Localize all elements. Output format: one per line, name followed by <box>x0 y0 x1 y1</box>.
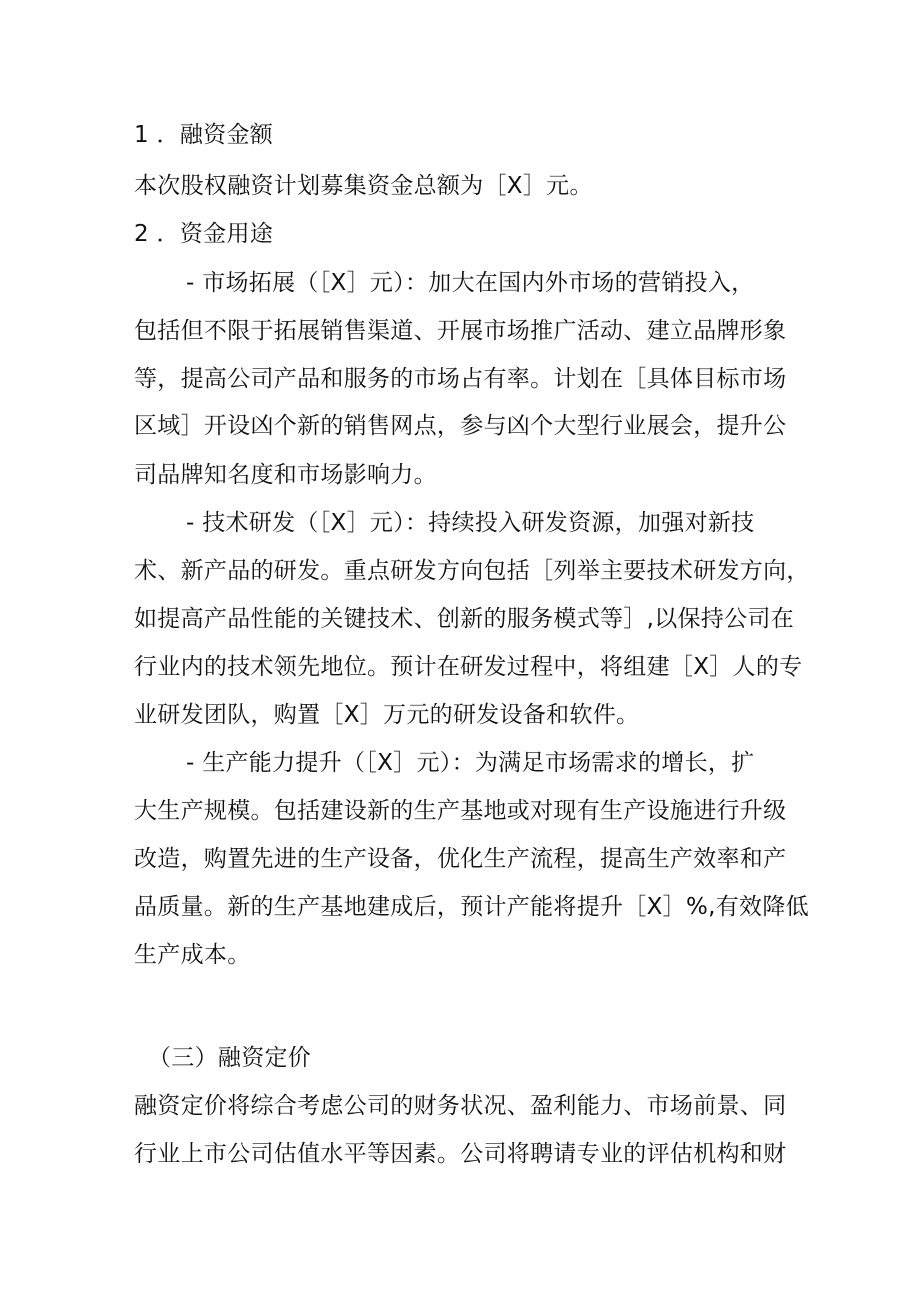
financing-amount-text: 本次股权融资计划募集资金总额为［X］元。 <box>134 173 593 199</box>
pricing-line-1: 融资定价将综合考虑公司的财务状况、盈利能力、市场前景、同 <box>134 1093 787 1119</box>
fund-use-capacity-line-4: 品质量。新的生产基地建成后，预计产能将提升［X］%,有效降低 <box>134 894 809 920</box>
fund-use-rd-line-1: - 技术研发（［X］元）：持续投入研发资源，加强对新技 <box>186 510 755 536</box>
fund-use-market-line-1: - 市场拓展（［X］元）：加大在国内外市场的营销投入， <box>186 270 755 296</box>
fund-use-market-line-2: 包括但不限于拓展销售渠道、开展市场推广活动、建立品牌形象 <box>134 318 787 344</box>
section-heading-pricing: （三）融资定价 <box>148 1045 312 1071</box>
section-heading-fund-use: 2 ．资金用途 <box>134 221 274 247</box>
fund-use-rd-line-5: 业研发团队，购置［X］万元的研发设备和软件。 <box>134 702 640 728</box>
fund-use-capacity-line-2: 大生产规模。包括建设新的生产基地或对现有生产设施进行升级 <box>134 798 787 824</box>
pricing-line-2: 行业上市公司估值水平等因素。公司将聘请专业的评估机构和财 <box>134 1141 787 1167</box>
fund-use-rd-line-2: 术、新产品的研发。重点研发方向包括［列举主要技术研发方向， <box>134 558 810 584</box>
fund-use-market-line-3: 等，提高公司产品和服务的市场占有率。计划在［具体目标市场 <box>134 366 787 392</box>
fund-use-rd-line-3: 如提高产品性能的关键技术、创新的服务模式等］,以保持公司在 <box>134 606 795 632</box>
fund-use-market-line-5: 司品牌知名度和市场影响力。 <box>134 462 437 488</box>
fund-use-capacity-line-5: 生产成本。 <box>134 942 251 968</box>
fund-use-rd-line-4: 行业内的技术领先地位。预计在研发过程中，将组建［X］人的专 <box>134 654 803 680</box>
fund-use-capacity-line-3: 改造，购置先进的生产设备，优化生产流程，提高生产效率和产 <box>134 846 787 872</box>
section-heading-financing-amount: 1 ．融资金额 <box>134 122 274 148</box>
fund-use-capacity-line-1: - 生产能力提升（［X］元）：为满足市场需求的增长，扩 <box>186 750 755 776</box>
fund-use-market-line-4: 区域］开设凶个新的销售网点，参与凶个大型行业展会，提升公 <box>134 413 787 439</box>
